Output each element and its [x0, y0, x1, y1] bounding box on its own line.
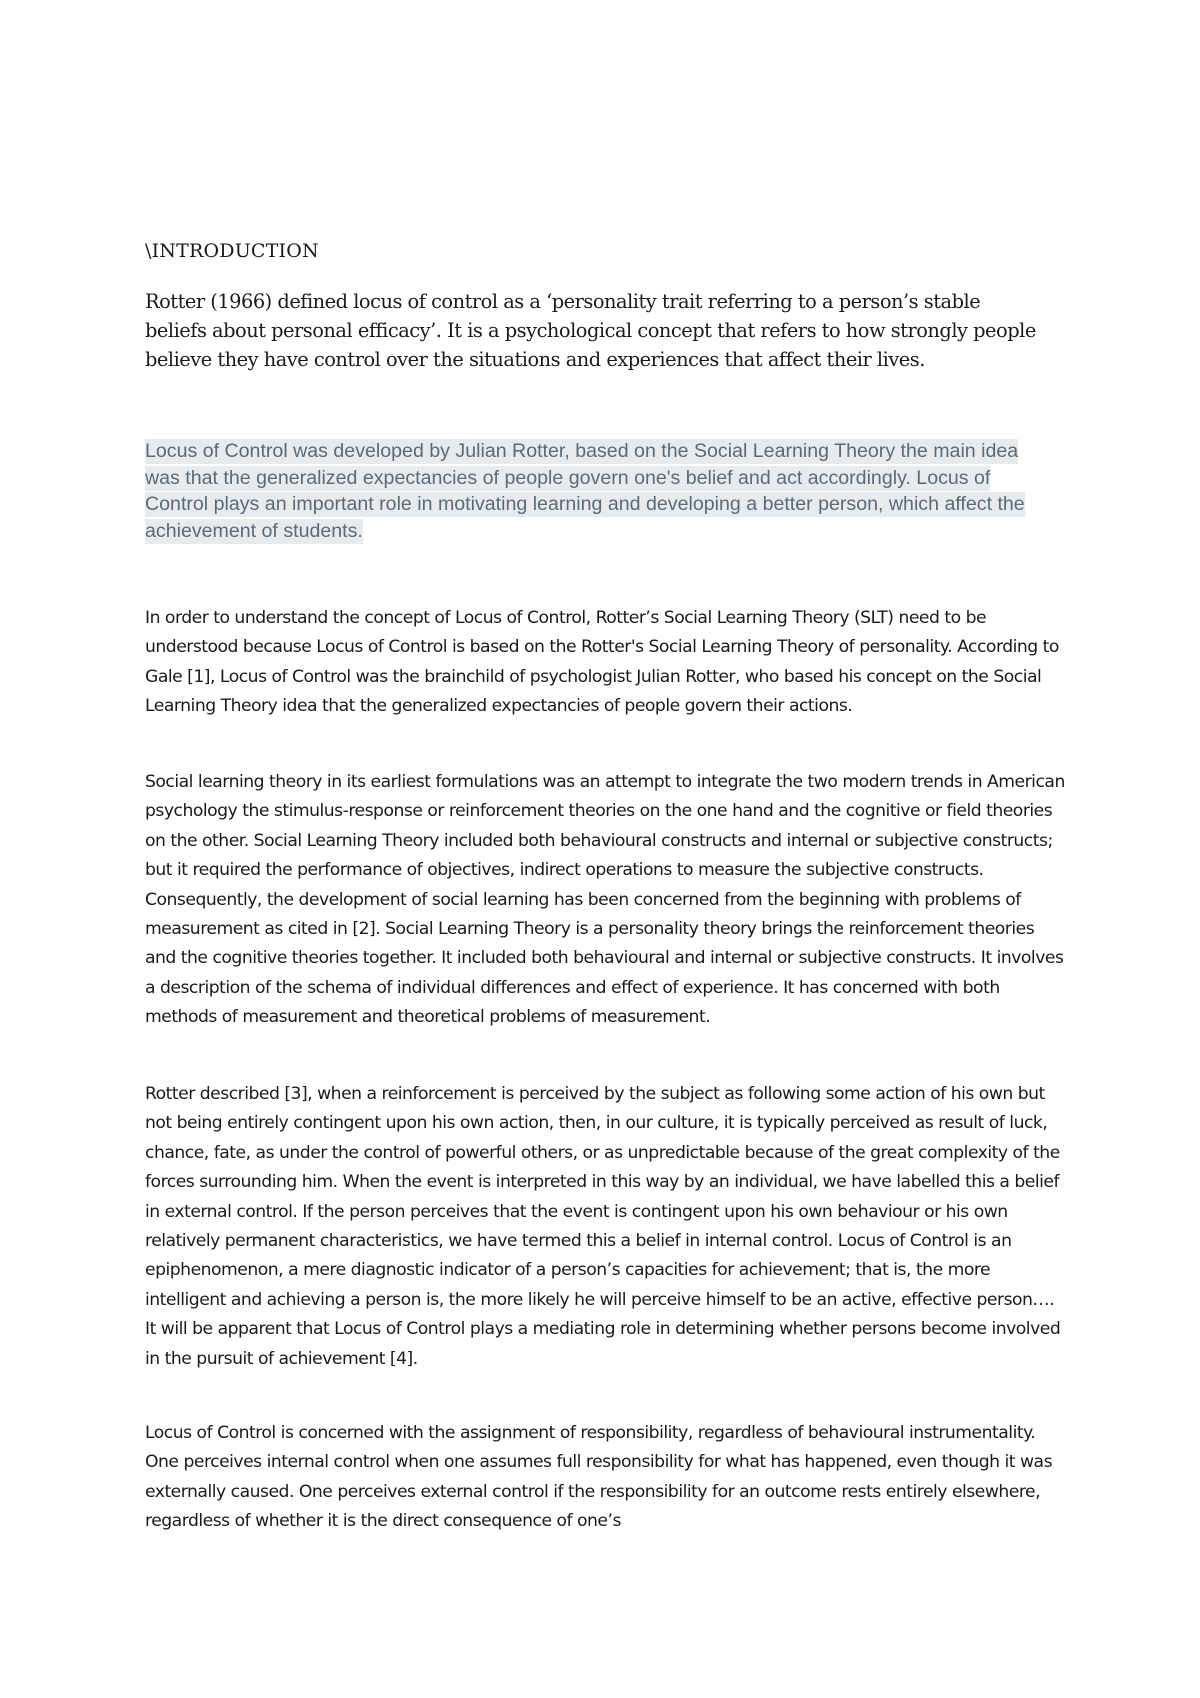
highlighted-paragraph	[145, 438, 1045, 544]
body-paragraph-1: In order to understand the concept of Locus of Control, Rotter’s Social Learning Theory (SLT) need to be understood because Locus of Control is based on the Rotter's Social Learning Theory of personality. According to Gale [1], Locus of Control was the brainchild of psychologist Julian Rotter, who based his concept on the Social Learning Theory idea that the generalized expectancies of people govern their actions.	[145, 608, 1059, 717]
body-paragraph-3: Rotter described [3], when a reinforcement is perceived by the subject as following some action of his own but not being entirely contingent upon his own action, then, in our culture, it is typically perceived as result of luck, chance, fate, as under the control of powerful others, or as unpredictable because of the great complexity of the forces surrounding him. When the event is interpreted in this way by an individual, we have labelled this a belief in external control. If the person perceives that the event is contingent upon his own behaviour or his own relatively permanent characteristics, we have termed this a belief in internal control. Locus of Control is an epiphenomenon, a mere diagnostic indicator of a person’s capacities for achievement; that is, the more intelligent and achieving a person is, the more likely he will perceive himself to be an active, effective person…. It will be apparent that Locus of Control plays a mediating role in determining whether persons become involved in the pursuit of achievement [4].	[145, 1084, 1061, 1369]
body-paragraph-2: Social learning theory in its earliest formulations was an attempt to integrate the two modern trends in American psychology the stimulus-response or reinforcement theories on the one hand and the cognitive or field theories on the other. Social Learning Theory included both behavioural constructs and internal or subjective constructs; but it required the performance of objectives, indirect operations to measure the subjective constructs. Consequently, the development of social learning has been concerned from the beginning with problems of measurement as cited in [2]. Social Learning Theory is a personality theory brings the reinforcement theories and the cognitive theories together. It included both behavioural and internal or subjective constructs. It involves a description of the schema of individual differences and effect of experience. It has concerned with both methods of measurement and theoretical problems of measurement.	[145, 772, 1065, 1028]
intro-paragraph: Rotter (1966) defined locus of control as a ‘personality trait referring to a person’s stable beliefs about personal efficacy’. It is a psychological concept that refers to how strongly people believe they have control over the situations and experiences that affect their lives.	[145, 290, 1036, 371]
section-heading: \INTRODUCTION	[145, 240, 319, 262]
highlighted-text: Locus of Control was developed by Julian Rotter, based on the Social Learning Theory the main idea was that the generalized expectancies of people govern one's belief and act accordingly. Locus of Control plays an important role in motivating learning and developing a better person, which affect the achievement of students.	[145, 440, 1025, 542]
body-paragraph-4: Locus of Control is concerned with the assignment of responsibility, regardless of behavioural instrumentality. One perceives internal control when one assumes full responsibility for what has happened, even though it was externally caused. One perceives external control if the responsibility for an outcome rests entirely elsewhere, regardless of whether it is the direct consequence of one’s	[145, 1423, 1053, 1532]
